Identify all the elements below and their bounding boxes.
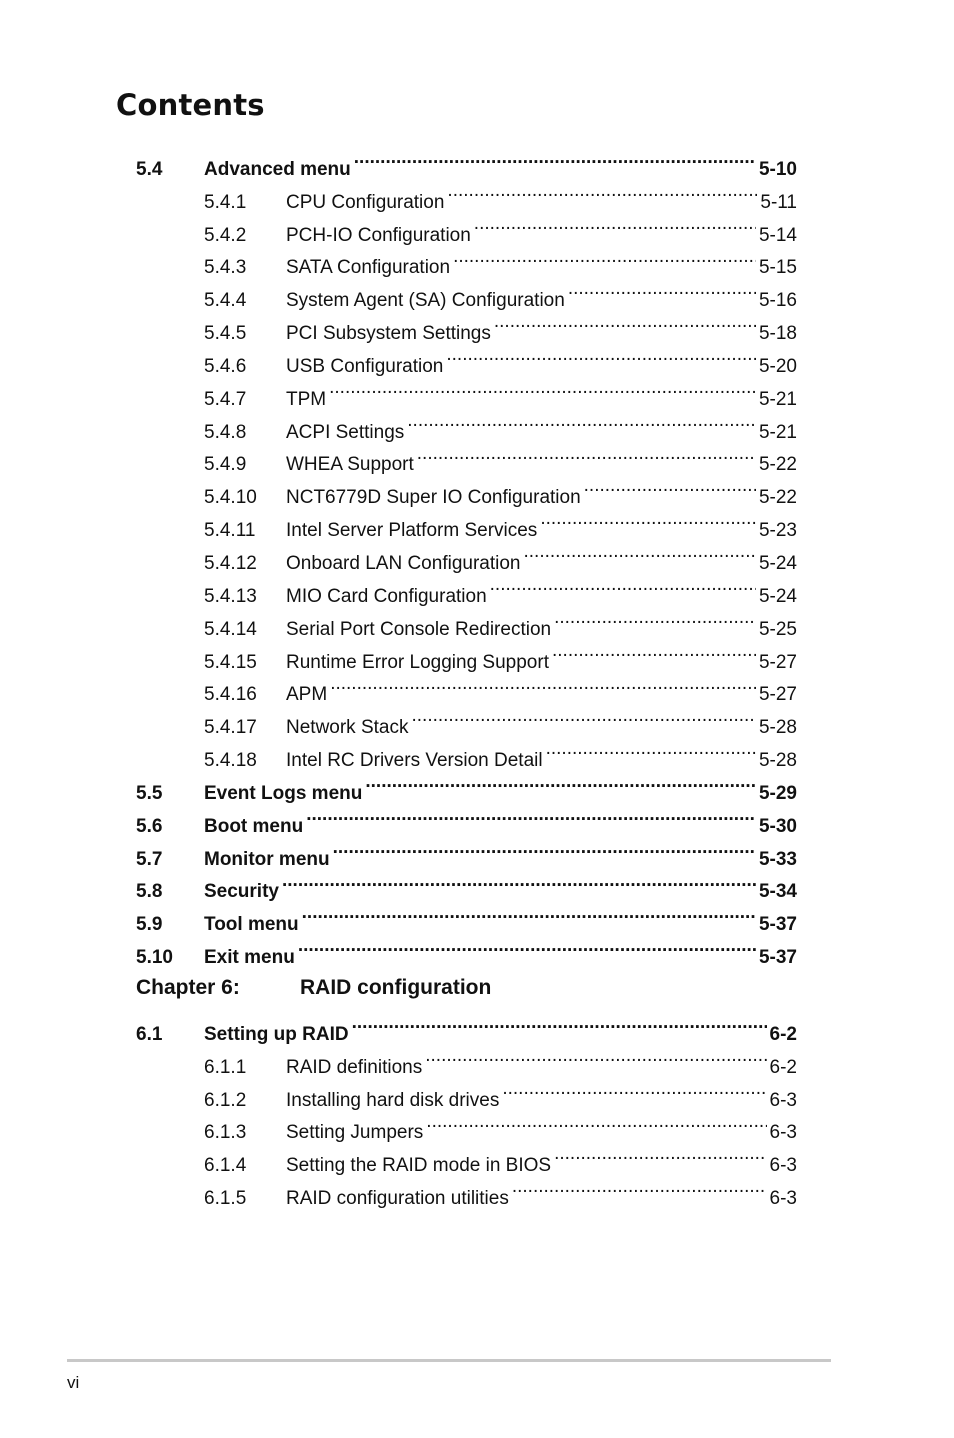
toc-entry-title: Exit menu (204, 947, 295, 969)
toc-entry-page: 5-24 (758, 552, 797, 574)
toc-entry-number: 5.4.13 (204, 585, 257, 607)
toc-entry-number: 6.1 (136, 1023, 163, 1045)
toc-entry-number: 5.4.1 (204, 191, 247, 213)
toc-entry-page: 5-21 (758, 421, 797, 443)
toc-entry-page: 6-3 (769, 1188, 797, 1210)
toc-entry-title: SATA Configuration (286, 257, 451, 279)
toc-dot-leader (426, 1106, 766, 1139)
toc-entry-title: Security (204, 881, 279, 903)
toc-group-chapter-5 (136, 142, 797, 969)
toc-entry-number: 5.4.6 (204, 355, 247, 377)
toc-entry-page: 5-18 (758, 323, 797, 345)
toc-entry-title: Intel RC Drivers Version Detail (286, 750, 543, 772)
toc-entry-title: APM (286, 684, 328, 706)
toc-dot-leader (329, 372, 756, 405)
toc-entry-page: 5-28 (758, 717, 797, 739)
toc-entry-page: 5-22 (758, 454, 797, 476)
toc-entry-page: 5-24 (758, 585, 797, 607)
toc-entry[interactable] (136, 1007, 797, 1045)
toc-entry-page: 5-16 (758, 290, 797, 312)
chapter-label: Chapter 6: (136, 976, 240, 1000)
toc-entry-title: Monitor menu (204, 848, 330, 870)
toc-entry-page: 5-29 (758, 782, 797, 804)
toc-entry-title: Network Stack (286, 717, 409, 739)
toc-entry-title: PCH-IO Configuration (286, 224, 471, 246)
toc-entry-number: 5.4.7 (204, 388, 247, 410)
toc-entry-page: 5-28 (758, 750, 797, 772)
toc-entry-number: 5.4.16 (204, 684, 257, 706)
toc-dot-leader (540, 503, 756, 536)
toc-entry-page: 5-22 (758, 487, 797, 509)
toc-entry-number: 5.4.18 (204, 750, 257, 772)
toc-dot-leader (282, 865, 756, 898)
toc-entry-title: CPU Configuration (286, 191, 445, 213)
toc-dot-leader (302, 897, 756, 930)
toc-entry-number: 5.4 (136, 158, 163, 180)
page-number: vi (67, 1373, 80, 1392)
toc-entry-number: 5.4.8 (204, 421, 247, 443)
toc-entry-title: NCT6779D Super IO Configuration (286, 487, 581, 509)
toc-entry-title: MIO Card Configuration (286, 585, 487, 607)
toc-entry-number: 5.5 (136, 782, 163, 804)
toc-dot-leader (584, 470, 756, 503)
toc-dot-leader (365, 766, 756, 799)
toc-dot-leader (552, 635, 756, 668)
toc-entry-number: 6.1.3 (204, 1122, 247, 1144)
toc-dot-leader (554, 1138, 766, 1171)
toc-entry-page: 5-37 (758, 914, 797, 936)
chapter-title: RAID configuration (300, 976, 492, 1000)
toc-entry-page: 6-3 (769, 1089, 797, 1111)
toc-entry-page: 5-37 (758, 947, 797, 969)
toc-dot-leader (411, 700, 755, 733)
toc-entry-number: 6.1.5 (204, 1188, 247, 1210)
toc-entry-number: 5.4.2 (204, 224, 247, 246)
toc-entry-page: 5-20 (758, 355, 797, 377)
toc-entry-page: 5-15 (758, 257, 797, 279)
toc-entry-page: 5-33 (758, 848, 797, 870)
footer-divider (67, 1359, 831, 1362)
toc-entry-number: 5.4.15 (204, 651, 257, 673)
toc-entry-title: USB Configuration (286, 355, 444, 377)
toc-entry-number: 5.4.4 (204, 290, 247, 312)
toc-entry-number: 5.8 (136, 881, 163, 903)
toc-entry-title: Installing hard disk drives (286, 1089, 500, 1111)
toc-entry-title: RAID definitions (286, 1056, 423, 1078)
toc-entry-title: Setting up RAID (204, 1023, 349, 1045)
toc-entry-title: Onboard LAN Configuration (286, 552, 521, 574)
toc-entry-number: 5.6 (136, 815, 163, 837)
toc-entry-title: WHEA Support (286, 454, 414, 476)
toc-entry-page: 5-10 (758, 158, 797, 180)
toc-dot-leader (523, 536, 755, 569)
toc-entry-number: 5.4.12 (204, 552, 257, 574)
toc-dot-leader (446, 339, 756, 372)
page-title: Contents (116, 88, 265, 122)
toc-entry-page: 5-27 (758, 684, 797, 706)
toc-entry-number: 5.4.14 (204, 618, 257, 640)
toc-dot-leader (568, 273, 756, 306)
toc-dot-leader (447, 175, 757, 208)
toc-entry-number: 5.4.11 (204, 520, 256, 542)
chapter-heading[interactable] (136, 969, 797, 1007)
toc-entry-title: Intel Server Platform Services (286, 520, 538, 542)
toc-entry-title: PCI Subsystem Settings (286, 323, 491, 345)
toc-entry-title: Serial Port Console Redirection (286, 618, 552, 640)
toc-dot-leader (407, 405, 756, 438)
toc-dot-leader (352, 1007, 767, 1040)
toc-dot-leader (512, 1171, 767, 1204)
toc-entry-number: 5.4.5 (204, 323, 247, 345)
toc-entry-number: 6.1.2 (204, 1089, 247, 1111)
toc-entry-number: 5.4.17 (204, 717, 257, 739)
toc-entry-page: 6-3 (769, 1155, 797, 1177)
toc-entry-title: TPM (286, 388, 327, 410)
toc-dot-leader (494, 306, 756, 339)
toc-entry-title: ACPI Settings (286, 421, 405, 443)
toc-dot-leader (453, 241, 756, 274)
toc-dot-leader (417, 438, 756, 471)
toc-entry-number: 5.7 (136, 848, 163, 870)
toc-dot-leader (546, 733, 756, 766)
toc-entry-number: 5.9 (136, 914, 163, 936)
toc-entry-title: Setting Jumpers (286, 1122, 424, 1144)
toc-dot-leader (502, 1073, 766, 1106)
toc-entry-title: Tool menu (204, 914, 299, 936)
toc-entry-page: 5-34 (758, 881, 797, 903)
toc-entry-title: System Agent (SA) Configuration (286, 290, 565, 312)
toc-entry-title: RAID configuration utilities (286, 1188, 509, 1210)
toc-dot-leader (298, 930, 756, 963)
toc-entry-title: Advanced menu (204, 158, 351, 180)
toc-entry-page: 5-23 (758, 520, 797, 542)
toc-entry-number: 5.10 (136, 947, 173, 969)
toc-dot-leader (490, 569, 756, 602)
toc-entry-title: Setting the RAID mode in BIOS (286, 1155, 552, 1177)
toc-entry-page: 5-25 (758, 618, 797, 640)
toc-dot-leader (354, 142, 756, 175)
toc-entry[interactable] (136, 142, 797, 180)
toc-entry-page: 5-14 (758, 224, 797, 246)
toc-entry-page: 5-21 (758, 388, 797, 410)
toc-dot-leader (554, 602, 756, 635)
toc-entry-number: 6.1.4 (204, 1155, 247, 1177)
toc-dot-leader (330, 668, 756, 701)
toc-entry-page: 5-30 (758, 815, 797, 837)
toc-entry-page: 6-2 (769, 1056, 797, 1078)
toc-entry-page: 5-11 (760, 191, 797, 213)
toc-group-chapter-6 (136, 1007, 797, 1210)
toc-entry-title: Boot menu (204, 815, 304, 837)
toc-dot-leader (306, 799, 756, 832)
toc-dot-leader (333, 832, 756, 865)
toc-dot-leader (474, 208, 756, 241)
toc-entry-number: 6.1.1 (204, 1056, 247, 1078)
toc-entry-page: 6-2 (769, 1023, 797, 1045)
toc-entry-number: 5.4.10 (204, 487, 257, 509)
toc-entry-page: 5-27 (758, 651, 797, 673)
table-of-contents (136, 142, 797, 1210)
toc-entry-page: 6-3 (769, 1122, 797, 1144)
toc-dot-leader (425, 1040, 766, 1073)
toc-entry-title: Runtime Error Logging Support (286, 651, 549, 673)
toc-entry-title: Event Logs menu (204, 782, 363, 804)
toc-entry-number: 5.4.3 (204, 257, 247, 279)
toc-entry-number: 5.4.9 (204, 454, 247, 476)
